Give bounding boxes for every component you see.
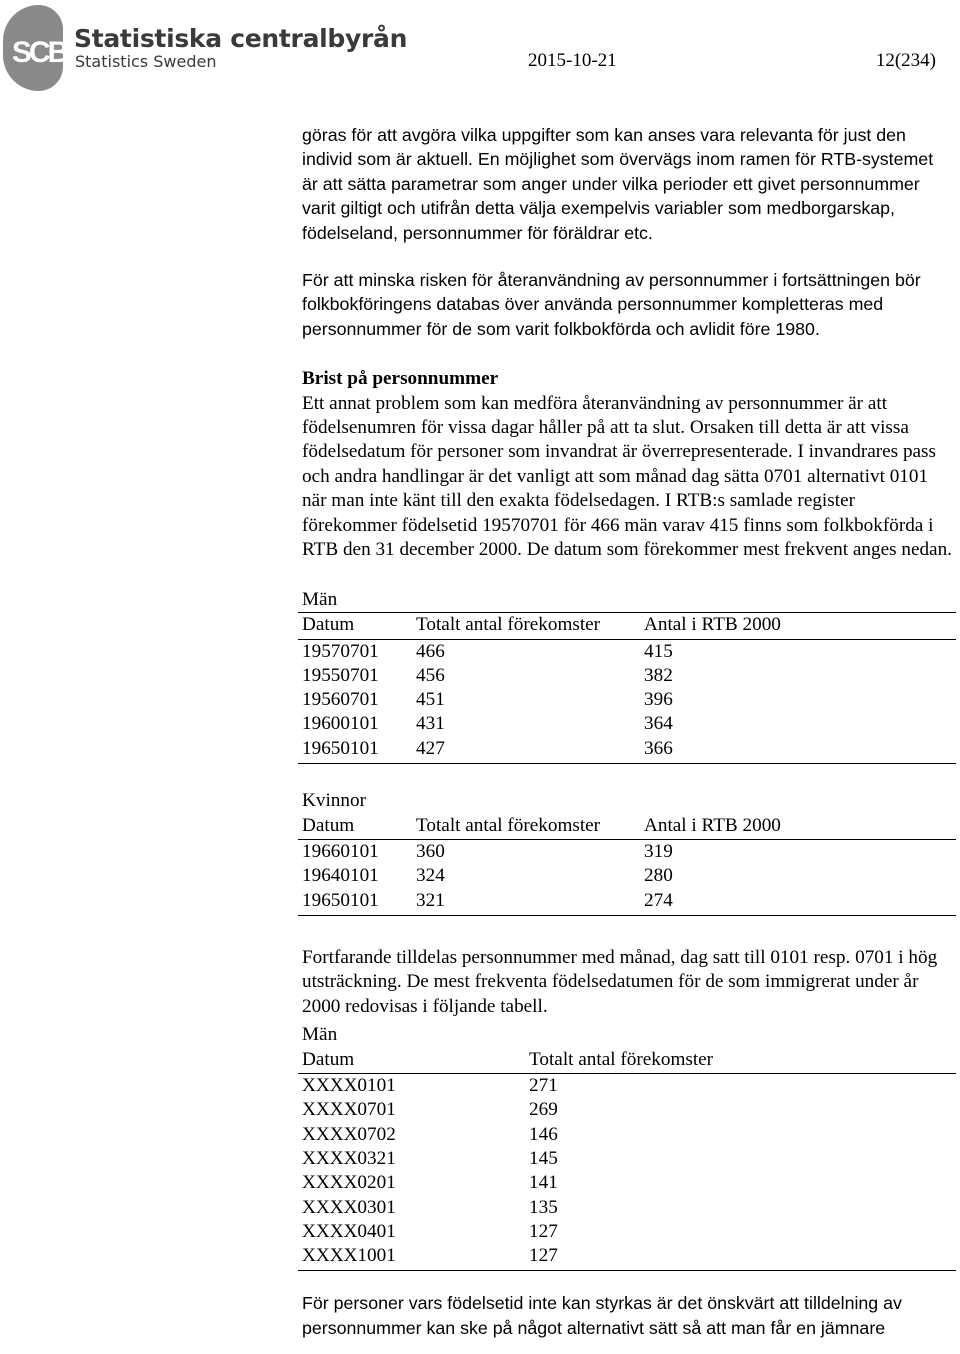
table-row — [298, 1123, 956, 1147]
paragraph-4: Fortfarande tilldelas personnummer med månad, dag satt till 0101 resp. 0701 i hög utsträckning. De mest frekventa födelsedatumen för de som immigrerat under år 2000 redovisas i följande tabell. — [302, 946, 938, 1017]
cell: 360 — [416, 840, 445, 862]
cell: 19550701 — [302, 664, 379, 686]
cell: XXXX0321 — [302, 1147, 396, 1169]
cell: 396 — [644, 689, 673, 711]
cell: 364 — [644, 713, 673, 735]
cell: 451 — [416, 689, 445, 711]
cell: XXXX0201 — [302, 1172, 396, 1194]
table-row — [298, 1196, 956, 1220]
table-row — [298, 712, 956, 736]
column-header: Datum — [298, 612, 412, 639]
cell: 415 — [644, 640, 673, 662]
cell: XXXX0701 — [302, 1099, 396, 1121]
column-header: Totalt antal förekomster — [412, 612, 640, 639]
document-body — [302, 120, 952, 1340]
org-subtitle: Statistics Sweden — [75, 52, 217, 71]
table-row — [298, 839, 956, 864]
cell: 366 — [640, 737, 956, 764]
cell: XXXX0401 — [302, 1220, 396, 1242]
cell: 135 — [529, 1196, 558, 1218]
cell: 19650101 — [298, 889, 412, 916]
table-women — [298, 813, 956, 916]
table-row — [298, 889, 956, 916]
table-row — [298, 1220, 956, 1244]
cell: 145 — [529, 1147, 558, 1169]
cell: 274 — [640, 889, 956, 916]
cell: 19570701 — [302, 640, 379, 662]
table-row — [298, 664, 956, 688]
column-header: Totalt antal förekomster — [525, 1047, 956, 1074]
table-immigrants — [298, 1047, 956, 1271]
cell: 321 — [412, 889, 640, 916]
column-header: Datum — [298, 1047, 525, 1074]
cell: 19560701 — [302, 689, 379, 711]
cell: 141 — [529, 1172, 558, 1194]
cell: XXXX0101 — [302, 1075, 396, 1097]
org-name: Statistiska centralbyrån — [74, 24, 408, 53]
table-row — [298, 1098, 956, 1122]
cell: 127 — [525, 1244, 956, 1271]
table-row — [298, 737, 956, 764]
cell: 146 — [529, 1123, 558, 1145]
cell: 456 — [416, 664, 445, 686]
cell: 19640101 — [302, 865, 379, 887]
paragraph-1: göras för att avgöra vilka uppgifter som kan anses vara relevanta för just den individ som är aktuell. En möjlighet som övervägs inom ramen för RTB-systemet är att sätta parametrar som anger under vilka perioder ett givet personnummer varit giltigt och utifrån detta välja exempelvis variabler som medborgarskap, födelseland, personnummer för föräldrar etc. — [302, 125, 934, 243]
table-men-label: Män — [302, 588, 338, 610]
cell: 269 — [529, 1099, 558, 1121]
cell: 127 — [529, 1220, 558, 1242]
column-header: Antal i RTB 2000 — [640, 612, 956, 639]
paragraph-5: För personer vars födelsetid inte kan styrkas är det önskvärt att tilldelning av personnummer kan ske på något alternativt sätt så att man får en jämnare — [302, 1293, 902, 1338]
table-men — [298, 612, 956, 764]
cell: 19600101 — [302, 713, 379, 735]
cell: 19650101 — [298, 737, 412, 764]
paragraph-3: Ett annat problem som kan medföra återanvändning av personnummer är att födelsenumren för vissa dagar håller på att ta slut. Orsaken till detta är att vissa födelsedatum för personer som invandrat är överrepresenterade. I invandrares pass och andra handlingar är det vanligt att som månad dag sätta 0701 alternativt 0101 när man inte känt till den exakta födelsedagen. I RTB:s samlade register förekommer födelsetid 19570701 för 466 män varav 415 finns som folkbokförda i RTB den 31 december 2000. De datum som förekommer mest frekvent anges nedan. — [302, 392, 952, 561]
cell: XXXX0301 — [302, 1196, 396, 1218]
table-immigrants-label: Män — [302, 1024, 338, 1046]
column-header: Totalt antal förekomster — [412, 813, 640, 840]
cell: 382 — [644, 664, 673, 686]
cell: 431 — [416, 713, 445, 735]
table-row — [298, 1171, 956, 1195]
section-heading: Brist på personnummer — [302, 368, 499, 390]
table-row — [298, 1244, 956, 1271]
cell: 427 — [412, 737, 640, 764]
table-row — [298, 1147, 956, 1171]
table-row — [298, 1074, 956, 1099]
cell: 280 — [644, 865, 673, 887]
cell: 19660101 — [302, 840, 379, 862]
page-header — [0, 0, 960, 100]
cell: 271 — [529, 1075, 558, 1097]
cell: XXXX1001 — [298, 1244, 525, 1271]
table-row — [298, 688, 956, 712]
column-header: Datum — [298, 813, 412, 840]
page-number: 12(234) — [875, 50, 936, 71]
scb-logo-letters: SCB — [11, 36, 67, 69]
cell: XXXX0702 — [302, 1123, 396, 1145]
table-row — [298, 864, 956, 888]
scb-logo — [3, 5, 67, 91]
column-header: Antal i RTB 2000 — [640, 813, 956, 840]
paragraph-2: För att minska risken för återanvändning av personnummer i fortsättningen bör folkbokföringens databas över använda personnummer kompletteras med personnummer för de som varit folkbokförda och avlidit före 1980. — [302, 270, 921, 339]
document-date: 2015-10-21 — [528, 50, 617, 71]
table-women-label: Kvinnor — [302, 789, 366, 811]
cell: 466 — [416, 640, 445, 662]
cell: 324 — [416, 865, 445, 887]
cell: 319 — [644, 840, 673, 862]
table-row — [298, 639, 956, 664]
